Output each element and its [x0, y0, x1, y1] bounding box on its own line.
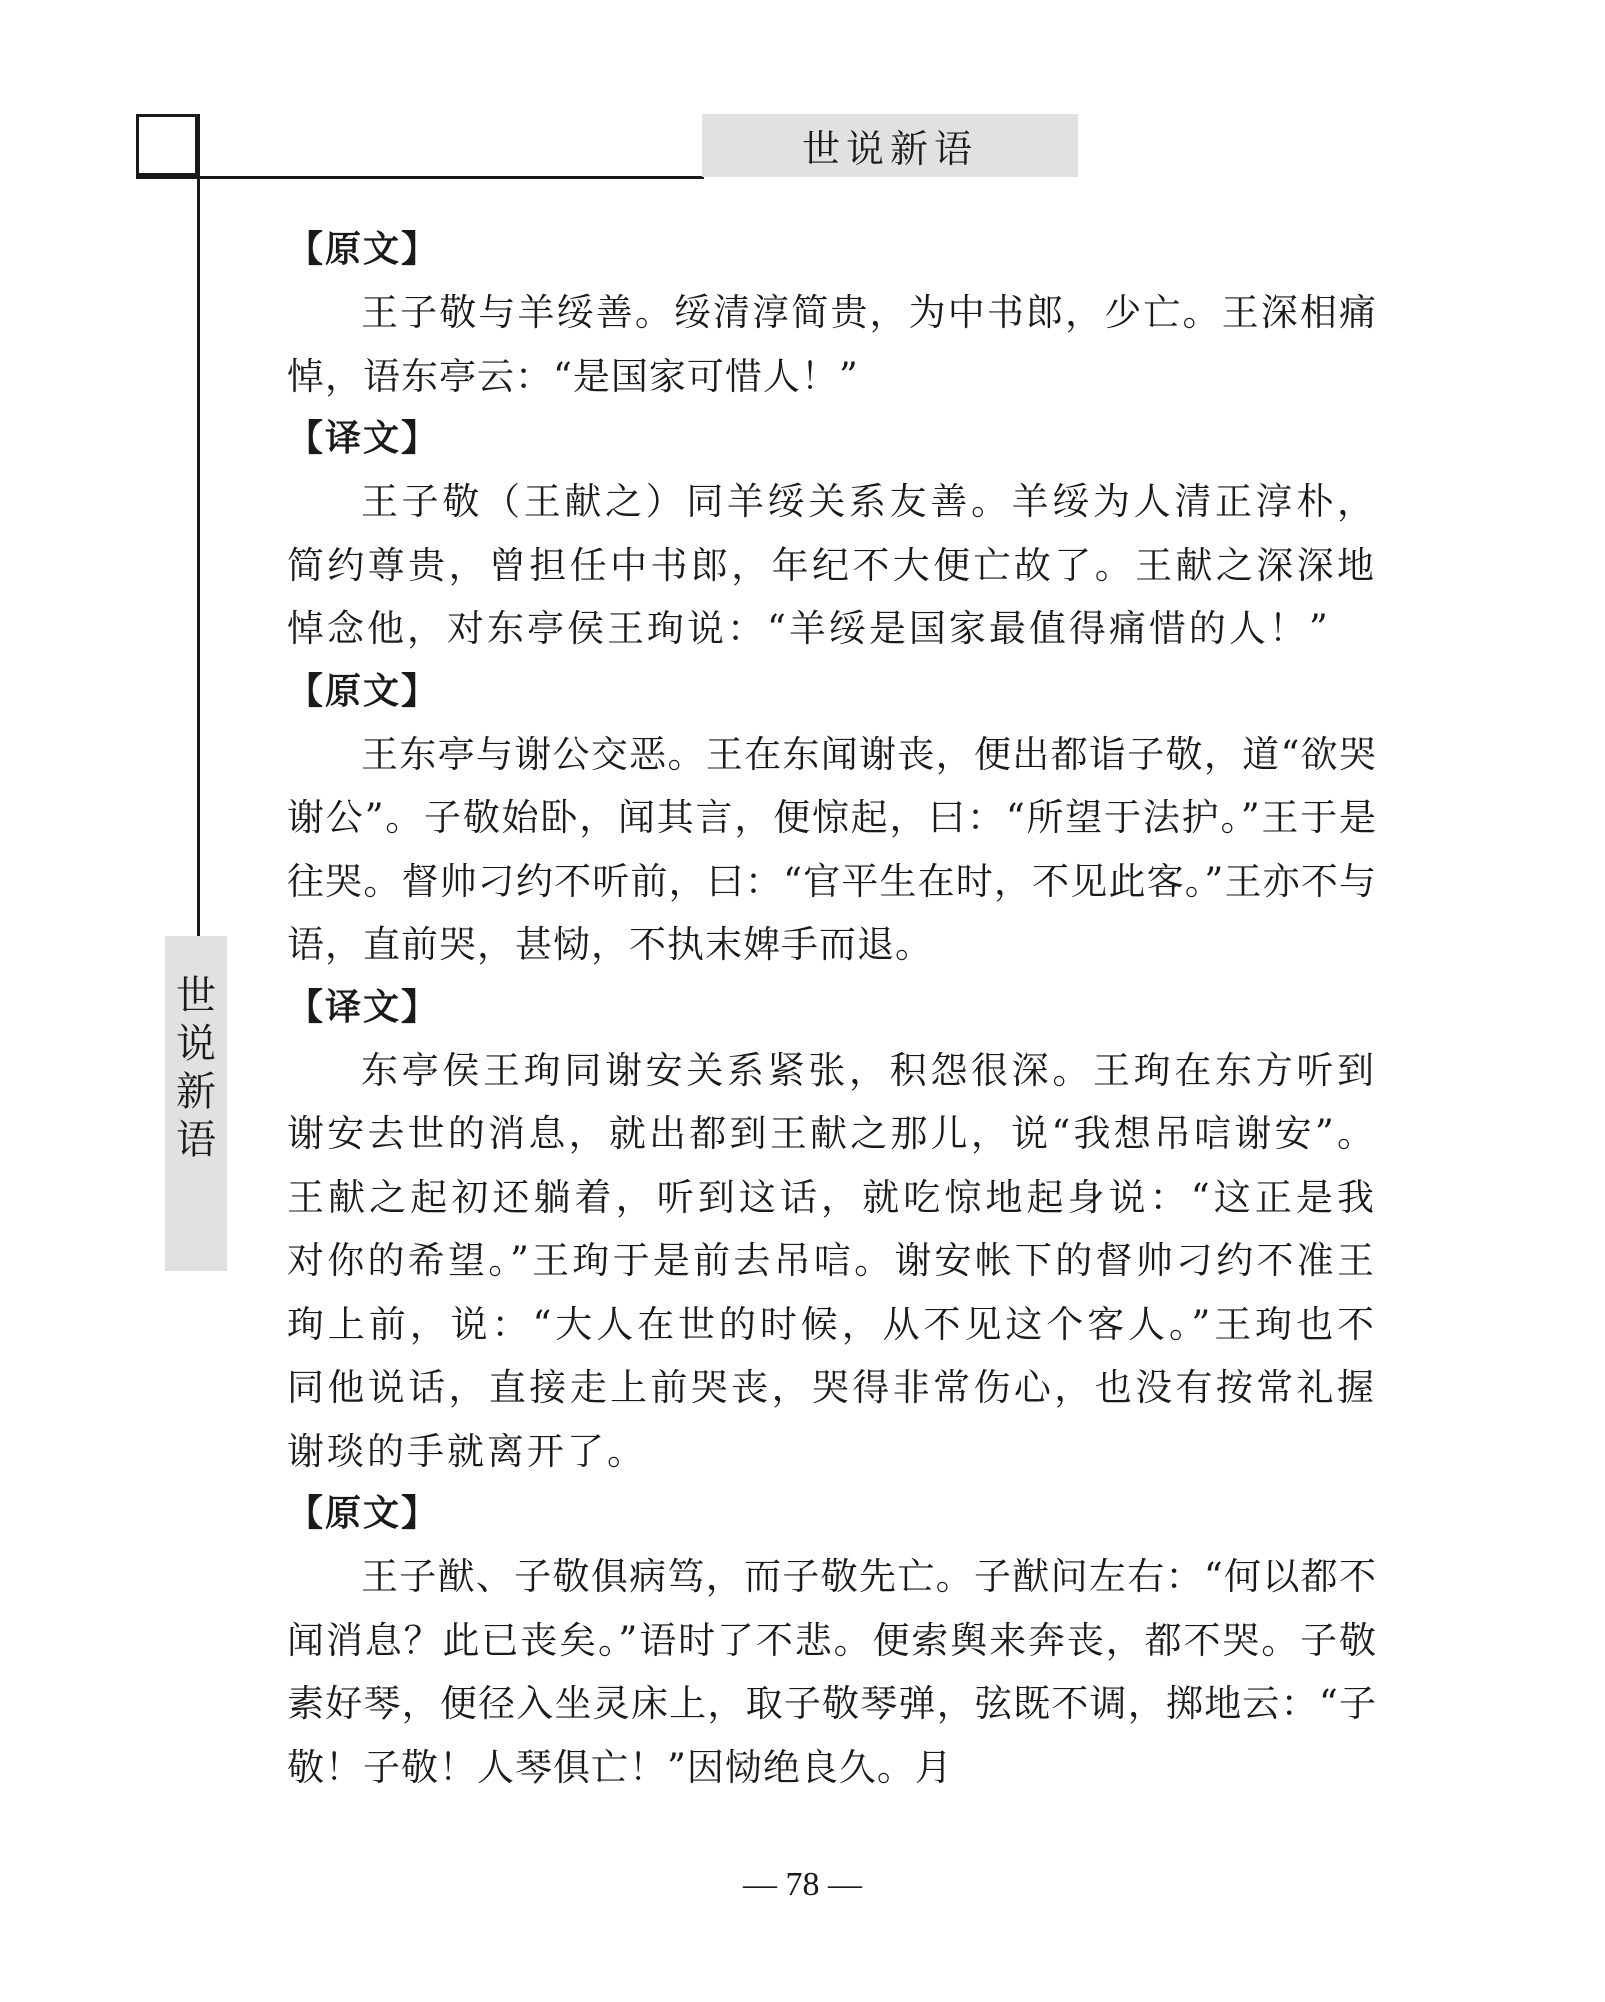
side-tab-char: 说 [176, 1021, 216, 1067]
margin-rule [197, 114, 200, 936]
side-tab-char: 新 [176, 1069, 216, 1115]
side-tab-char: 语 [176, 1117, 216, 1163]
page-body [287, 219, 1377, 1799]
original-text: 王子猷、子敬俱病笃，而子敬先亡。子猷问左右：“何以都不闻消息？此已丧矣。”语时了不悲。便索舆来奔丧，都不哭。子敬素好琴，便径入坐灵床上，取子敬琴弹，弦既不调，掷地云：“子敬！子敬！人琴俱亡！”因恸绝良久。月 [287, 1555, 1377, 1789]
running-header-title: 世说新语 [702, 114, 1078, 177]
section-label-original: 【原文】 [287, 670, 440, 712]
section-label-translation: 【译文】 [287, 986, 440, 1028]
original-text: 王东亭与谢公交恶。王在东闻谢丧，便出都诣子敬，道“欲哭谢公”。子敬始卧，闻其言，便惊起，曰：“所望于法护。”王于是往哭。督帅刁约不听前，曰：“官平生在时，不见此客。”王亦不与语，直前哭，甚恸，不执末婢手而退。 [287, 732, 1377, 966]
header-rule [136, 176, 704, 179]
page-number: — 78 — [743, 1866, 862, 1903]
translation-text: 东亭侯王珣同谢安关系紧张，积怨很深。王珣在东方听到谢安去世的消息，就出都到王献之那儿，说“我想吊唁谢安”。王献之起初还躺着，听到这话，就吃惊地起身说：“这正是我对你的希望。”王珣于是前去吊唁。谢安帐下的督帅刁约不准王珣上前，说：“大人在世的时候，从不见这个客人。”王珣也不同他说话，直接走上前哭丧，哭得非常伤心，也没有按常礼握谢琰的手就离开了。 [287, 1048, 1377, 1473]
section-label-original: 【原文】 [287, 229, 440, 270]
side-tab [165, 936, 227, 1271]
corner-frame [136, 114, 198, 176]
original-text: 王子敬与羊绥善。绥清淳简贵，为中书郎，少亡。王深相痛悼，语东亭云：“是国家可惜人！” [287, 291, 1377, 398]
section-label-translation: 【译文】 [287, 418, 440, 459]
side-tab-char: 世 [176, 973, 216, 1019]
section-label-original: 【原文】 [287, 1493, 440, 1534]
translation-text: 王子敬（王献之）同羊绥关系友善。羊绥为人清正淳朴，简约尊贵，曾担任中书郎，年纪不大便亡故了。王献之深深地悼念他，对东亭侯王珣说：“羊绥是国家最值得痛惜的人！” [287, 480, 1377, 650]
